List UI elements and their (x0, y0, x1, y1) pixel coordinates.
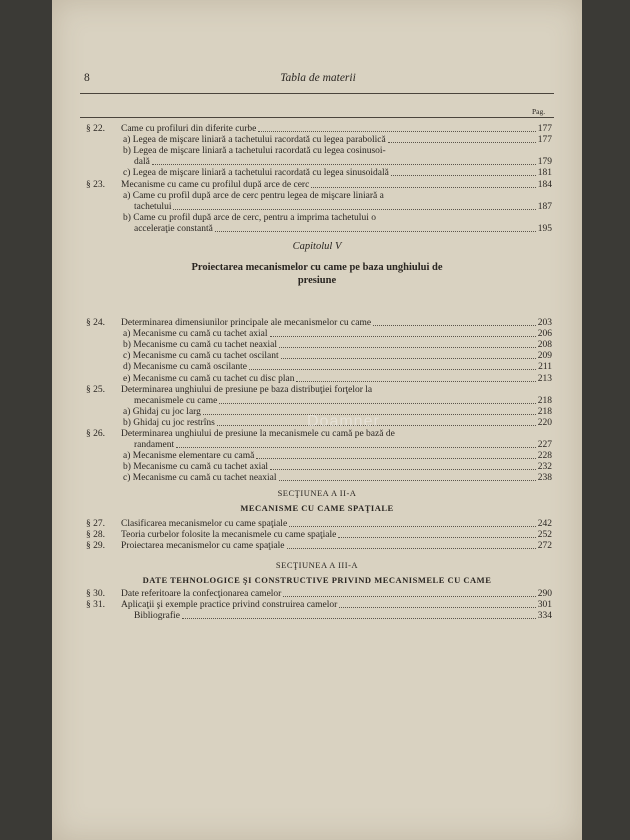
page-header (84, 72, 552, 88)
toc-entry-text: dală (134, 157, 150, 168)
dot-leader (176, 447, 536, 448)
toc-entry-text: tachetului (134, 201, 172, 212)
toc-entry-text: c) Mecanisme cu camă cu tachet oscilant (123, 351, 279, 362)
toc-entry-text: Bibliografie (134, 611, 180, 622)
dot-leader (373, 325, 536, 326)
dot-leader (270, 469, 536, 470)
dot-leader (338, 537, 535, 538)
dot-leader (219, 403, 535, 404)
section-number: § 26. (86, 429, 105, 439)
toc-entry (121, 600, 552, 611)
toc-page-number: 209 (537, 351, 552, 362)
toc-entry (123, 451, 552, 462)
toc-page-number: 218 (537, 395, 552, 406)
toc-entry-text: b) Mecanisme cu camă cu tachet axial (123, 462, 269, 473)
toc-page-number: 179 (537, 157, 552, 168)
chapter-label: Capitolul V (292, 241, 342, 252)
toc-page-number: 301 (537, 600, 552, 611)
toc-entry (123, 329, 552, 340)
toc-entry (123, 135, 552, 146)
toc-entry-text: Came cu profiluri din diferite curbe (121, 124, 257, 134)
toc-entry (121, 180, 552, 191)
toc-page-number: 272 (537, 541, 552, 552)
dot-leader (258, 131, 535, 132)
toc-entry-text: Teoria curbelor folosite la mecanismele cu came spaţiale (121, 530, 337, 541)
toc-page-number: 334 (537, 611, 552, 622)
toc-page-number: 232 (537, 462, 552, 473)
toc-entry (123, 340, 552, 351)
dot-leader (173, 209, 535, 210)
dot-leader (311, 187, 535, 188)
toc-entry-text: a) Came cu profil după arce de cerc pentru legea de mişcare liniară a (123, 190, 384, 201)
toc-entry-text: b) Mecanisme cu camă cu tachet neaxial (123, 340, 278, 351)
toc-entry (123, 362, 552, 373)
section-number: § 31. (86, 600, 105, 611)
section2-title: MECANISME CU CAME SPAŢIALE (240, 503, 394, 513)
pag-label: Pag. (532, 107, 546, 116)
toc-entry (121, 519, 552, 530)
toc-entry (123, 374, 552, 385)
dot-leader (283, 596, 535, 597)
toc-entry (134, 611, 552, 622)
running-title: Tabla de materii (280, 72, 356, 84)
toc-entry-text: acceleraţie constantă (134, 223, 213, 234)
watermark: Doamner (307, 413, 380, 430)
section-number: § 28. (86, 530, 105, 541)
toc-entry (121, 318, 552, 329)
toc-page-number: 211 (538, 362, 552, 373)
toc-entry-text: Determinarea dimensiunilor principale ale mecanismelor cu came (121, 318, 372, 328)
toc-entry-text: b) Ghidaj cu joc restrîns (123, 417, 215, 428)
toc-entry (123, 146, 552, 157)
dot-leader (215, 231, 536, 232)
dot-leader (279, 347, 536, 348)
toc-entry (121, 124, 552, 135)
toc-entry-text: Aplicaţii şi exemple practice privind construirea camelor (121, 600, 338, 611)
toc-entry-text: Determinarea unghiului de presiune la mecanismele cu camă pe bază de (121, 429, 395, 439)
toc-entry (121, 589, 552, 600)
toc-entry (121, 385, 552, 396)
toc-entry-text: mecanismele cu came (134, 395, 218, 406)
toc-entry-text: a) Mecanisme elementare cu camă (123, 451, 255, 462)
section-number: § 25. (86, 384, 105, 395)
toc-entry-text: e) Mecanisme cu camă cu tachet cu disc plan (123, 373, 295, 384)
chapter-title-line2: presiune (297, 275, 337, 286)
dot-leader (256, 458, 535, 459)
toc-entry (134, 224, 552, 235)
toc-entry-text: b) Legea de mişcare liniară a tachetului racordată cu legea cosinusoi- (123, 146, 386, 157)
toc-page-number: 252 (537, 530, 552, 541)
section-number: § 24. (86, 318, 105, 328)
dot-leader (270, 336, 536, 337)
toc-entry (134, 202, 552, 213)
toc-entry (123, 473, 552, 484)
toc-page-number: 177 (537, 135, 552, 146)
toc-entry-text: Proiectarea mecanismelor cu came spaţiale (121, 541, 285, 552)
page-number: 8 (84, 72, 90, 84)
toc-page-number: 187 (537, 201, 552, 212)
toc-entry (121, 541, 552, 552)
toc-page-number: 177 (537, 124, 552, 134)
toc-entry (134, 157, 552, 168)
toc-page-number: 218 (537, 406, 552, 417)
toc-entry-text: b) Came cu profil după arce de cerc, pentru a imprima tachetului o (123, 212, 376, 223)
section-number: § 29. (86, 541, 105, 552)
dot-leader (279, 480, 536, 481)
toc-entry-text: c) Mecanisme cu camă cu tachet neaxial (123, 473, 277, 484)
toc-entry (123, 462, 552, 473)
section-number: § 22. (86, 124, 105, 134)
dot-leader (388, 142, 536, 143)
dot-leader (281, 358, 536, 359)
toc-entry (121, 530, 552, 541)
section-number: § 27. (86, 519, 105, 529)
toc-entry-text: d) Mecanisme cu camă oscilante (123, 362, 247, 373)
toc-page-number: 208 (537, 340, 552, 351)
toc-page-number: 242 (537, 519, 552, 529)
toc-page-number: 203 (537, 318, 552, 328)
dot-leader (152, 164, 536, 165)
section-number: § 23. (86, 179, 105, 190)
dot-leader (182, 618, 536, 619)
toc-entry-text: a) Mecanisme cu camă cu tachet axial (123, 329, 268, 340)
pag-rule (80, 117, 554, 118)
toc-page-number: 238 (537, 473, 552, 484)
toc-page-number: 290 (537, 589, 552, 599)
toc-page-number: 195 (537, 223, 552, 234)
toc-entry (134, 396, 552, 407)
dot-leader (287, 548, 536, 549)
toc-entry-text: Date referitoare la confecţionarea camelor (121, 589, 282, 599)
toc-entry-text: Determinarea unghiului de presiune pe baza distribuţiei forţelor la (121, 384, 373, 395)
toc-entry-text: Clasificarea mecanismelor cu came spaţiale (121, 519, 288, 529)
toc-page-number: 181 (537, 168, 552, 179)
dot-leader (249, 369, 536, 370)
toc-entry-text: c) Legea de mişcare liniară a tachetului racordată cu legea sinusoidală (123, 168, 389, 179)
toc-entry-text: a) Ghidaj cu joc larg (123, 406, 201, 417)
section-number: § 30. (86, 589, 105, 599)
toc-entry (123, 168, 552, 179)
toc-page-number: 213 (537, 373, 552, 384)
toc-entry (123, 191, 552, 202)
toc-entry (123, 351, 552, 362)
toc-entry (134, 440, 552, 451)
section2-label: SECŢIUNEA A II-A (277, 488, 357, 498)
toc-page-number: 228 (537, 451, 552, 462)
header-rule (80, 93, 554, 94)
toc-page-number: 206 (537, 329, 552, 340)
toc-entry (123, 213, 552, 224)
chapter-title-line1: Proiectarea mecanismelor cu came pe baza unghiului de (191, 262, 443, 273)
toc-entry-text: Mecanisme cu came cu profilul după arce de cerc (121, 179, 310, 190)
dot-leader (289, 526, 536, 527)
section3-title: DATE TEHNOLOGICE ŞI CONSTRUCTIVE PRIVIND MECANISMELE CU CAME (142, 575, 492, 585)
section3-label: SECŢIUNEA A III-A (275, 560, 359, 570)
dot-leader (296, 381, 535, 382)
dot-leader (391, 175, 536, 176)
toc-page-number: 227 (537, 440, 552, 451)
book-page (52, 0, 582, 840)
dot-leader (339, 607, 535, 608)
toc-page-number: 220 (537, 417, 552, 428)
toc-entry-text: a) Legea de mişcare liniară a tachetului racordată cu legea parabolică (123, 135, 386, 146)
toc-entry-text: randament (134, 440, 175, 451)
toc-page-number: 184 (537, 179, 552, 190)
